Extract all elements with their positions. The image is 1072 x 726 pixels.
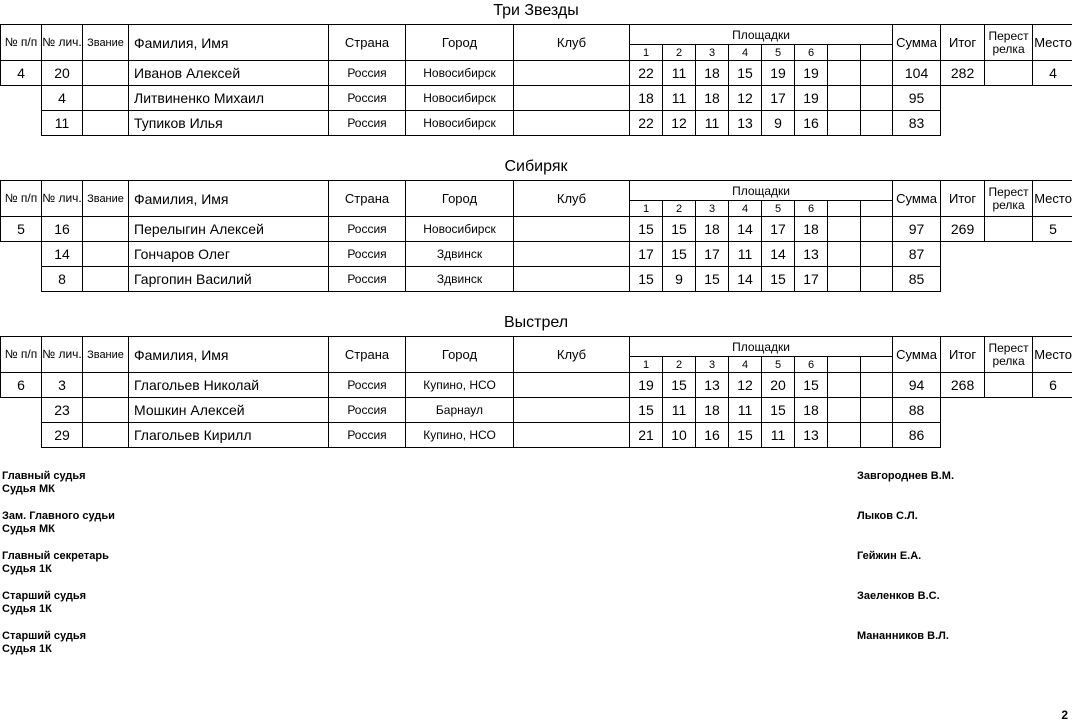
table-row	[1, 267, 1072, 292]
team-place: 5	[1033, 217, 1072, 242]
stand-score	[828, 61, 861, 86]
stand-score: 11	[696, 111, 729, 136]
club-cell	[514, 423, 630, 448]
stand-score	[828, 111, 861, 136]
header-num: № п/п	[1, 337, 42, 373]
stand-score	[861, 398, 893, 423]
table-row	[1, 373, 1072, 398]
club-cell	[514, 217, 630, 242]
license-number: 4	[42, 86, 83, 111]
stand-score: 14	[729, 217, 762, 242]
stand-score: 17	[696, 242, 729, 267]
header-total: Итог	[941, 181, 985, 217]
country-cell: Россия	[329, 373, 406, 398]
empty-cell	[1, 398, 42, 423]
header-stands: Площадки	[630, 337, 893, 357]
city-cell: Новосибирск	[406, 61, 514, 86]
team-title: Три Звезды	[493, 2, 579, 19]
official-row	[0, 470, 1072, 500]
team-number: 6	[1, 373, 42, 398]
sum-cell: 95	[893, 86, 941, 111]
sum-cell: 85	[893, 267, 941, 292]
header-club: Клуб	[514, 25, 630, 61]
athlete-name: Глагольев Николай	[129, 373, 329, 398]
official-name: Мананников В.Л.	[857, 630, 949, 642]
stand-score	[861, 373, 893, 398]
stand-score	[861, 242, 893, 267]
city-cell: Здвинск	[406, 242, 514, 267]
team-number: 4	[1, 61, 42, 86]
license-number: 20	[42, 61, 83, 86]
header-license: № лич.	[42, 25, 83, 61]
stand-score: 19	[795, 61, 828, 86]
license-number: 23	[42, 398, 83, 423]
header-total: Итог	[941, 337, 985, 373]
stand-score: 11	[729, 398, 762, 423]
header-stand-number: 6	[795, 45, 828, 61]
stand-score: 10	[663, 423, 696, 448]
stand-score: 14	[762, 242, 795, 267]
official-position: Старший судья	[2, 630, 87, 642]
header-club: Клуб	[514, 181, 630, 217]
empty-cell	[1, 242, 42, 267]
header-stand-number: 5	[762, 201, 795, 217]
stand-score: 17	[762, 217, 795, 242]
header-stand-number: 3	[696, 201, 729, 217]
header-total: Итог	[941, 25, 985, 61]
empty-cell	[941, 398, 985, 423]
stand-score: 15	[696, 267, 729, 292]
license-number: 3	[42, 373, 83, 398]
empty-cell	[985, 111, 1033, 136]
stand-score: 9	[663, 267, 696, 292]
club-cell	[514, 111, 630, 136]
header-stand-number	[861, 45, 893, 61]
stand-score: 15	[729, 61, 762, 86]
official-name: Завгороднев В.М.	[857, 470, 955, 482]
header-name: Фамилия, Имя	[129, 181, 329, 217]
club-cell	[514, 373, 630, 398]
table-row	[1, 242, 1072, 267]
header-stand-number: 3	[696, 357, 729, 373]
stand-score: 13	[696, 373, 729, 398]
rank-cell	[83, 398, 129, 423]
team-title: Сибиряк	[504, 158, 568, 175]
header-country: Страна	[329, 25, 406, 61]
official-role	[2, 630, 86, 656]
athlete-name: Гаргопин Василий	[129, 267, 329, 292]
stand-score: 19	[630, 373, 663, 398]
stand-score: 9	[762, 111, 795, 136]
header-stand-number: 6	[795, 357, 828, 373]
athlete-name: Глагольев Кирилл	[129, 423, 329, 448]
official-category: Судья МК	[2, 483, 55, 495]
athlete-name: Иванов Алексей	[129, 61, 329, 86]
team-title: Выстрел	[503, 314, 569, 331]
official-category: Судья 1К	[2, 563, 52, 575]
empty-cell	[1, 423, 42, 448]
city-cell: Барнаул	[406, 398, 514, 423]
header-stand-number	[861, 201, 893, 217]
country-cell: Россия	[329, 217, 406, 242]
header-stand-number: 1	[630, 357, 663, 373]
header-city: Город	[406, 25, 514, 61]
header-city: Город	[406, 337, 514, 373]
country-cell: Россия	[329, 423, 406, 448]
official-position: Зам. Главного судьи	[2, 510, 115, 522]
official-name: Заеленков В.С.	[857, 590, 940, 602]
sum-cell: 88	[893, 398, 941, 423]
header-shootoff: Перест релка	[985, 25, 1033, 61]
official-role	[2, 510, 115, 536]
city-cell: Новосибирск	[406, 111, 514, 136]
official-row	[0, 590, 1072, 620]
stand-score: 19	[762, 61, 795, 86]
empty-cell	[985, 86, 1033, 111]
stand-score	[828, 423, 861, 448]
stand-score: 11	[762, 423, 795, 448]
official-row	[0, 510, 1072, 540]
header-stand-number	[828, 45, 861, 61]
empty-cell	[985, 242, 1033, 267]
empty-cell	[1033, 423, 1072, 448]
stand-score: 15	[762, 267, 795, 292]
stand-score	[861, 86, 893, 111]
sum-cell: 104	[893, 61, 941, 86]
official-category: Судья МК	[2, 523, 55, 535]
license-number: 11	[42, 111, 83, 136]
stand-score: 15	[762, 398, 795, 423]
athlete-name: Литвиненко Михаил	[129, 86, 329, 111]
team-total: 282	[941, 61, 985, 86]
header-sum: Сумма	[893, 181, 941, 217]
stand-score: 16	[696, 423, 729, 448]
header-stand-number	[828, 201, 861, 217]
header-country: Страна	[329, 181, 406, 217]
empty-cell	[1033, 86, 1072, 111]
stand-score	[828, 242, 861, 267]
header-city: Город	[406, 181, 514, 217]
stand-score: 18	[795, 217, 828, 242]
stand-score: 18	[696, 86, 729, 111]
stand-score	[861, 217, 893, 242]
stand-score	[861, 423, 893, 448]
stand-score: 11	[729, 242, 762, 267]
empty-cell	[1033, 398, 1072, 423]
header-stand-number: 2	[663, 357, 696, 373]
stand-score: 13	[729, 111, 762, 136]
city-cell: Здвинск	[406, 267, 514, 292]
header-rank: Звание	[83, 181, 129, 217]
official-role	[2, 470, 86, 496]
header-stand-number: 2	[663, 45, 696, 61]
empty-cell	[941, 111, 985, 136]
empty-cell	[985, 267, 1033, 292]
club-cell	[514, 267, 630, 292]
city-cell: Новосибирск	[406, 86, 514, 111]
athlete-name: Гончаров Олег	[129, 242, 329, 267]
city-cell: Купино, НСО	[406, 423, 514, 448]
shootoff-cell	[985, 373, 1033, 398]
shootoff-cell	[985, 61, 1033, 86]
empty-cell	[1, 111, 42, 136]
team-total: 269	[941, 217, 985, 242]
results-table	[0, 180, 1072, 292]
stand-score: 13	[795, 423, 828, 448]
club-cell	[514, 398, 630, 423]
stand-score: 18	[696, 217, 729, 242]
results-table	[0, 24, 1072, 136]
empty-cell	[1, 86, 42, 111]
empty-cell	[941, 242, 985, 267]
page-number: 2	[1061, 708, 1068, 722]
stand-score: 14	[729, 267, 762, 292]
license-number: 14	[42, 242, 83, 267]
table-row	[1, 398, 1072, 423]
table-row	[1, 61, 1072, 86]
header-stand-number: 1	[630, 45, 663, 61]
stand-score: 22	[630, 61, 663, 86]
sum-cell: 94	[893, 373, 941, 398]
header-name: Фамилия, Имя	[129, 337, 329, 373]
sum-cell: 86	[893, 423, 941, 448]
club-cell	[514, 61, 630, 86]
rank-cell	[83, 86, 129, 111]
empty-cell	[1, 267, 42, 292]
stand-score: 12	[729, 86, 762, 111]
stand-score	[861, 61, 893, 86]
official-name: Гейжин Е.А.	[857, 550, 922, 562]
stand-score	[828, 398, 861, 423]
stand-score: 17	[630, 242, 663, 267]
table-row	[1, 86, 1072, 111]
rank-cell	[83, 423, 129, 448]
team-place: 4	[1033, 61, 1072, 86]
empty-cell	[941, 86, 985, 111]
country-cell: Россия	[329, 242, 406, 267]
header-shootoff: Перест релка	[985, 181, 1033, 217]
stand-score: 15	[663, 373, 696, 398]
license-number: 16	[42, 217, 83, 242]
stand-score: 12	[663, 111, 696, 136]
rank-cell	[83, 373, 129, 398]
header-stand-number: 2	[663, 201, 696, 217]
stand-score	[828, 86, 861, 111]
rank-cell	[83, 217, 129, 242]
header-country: Страна	[329, 337, 406, 373]
stand-score: 15	[630, 217, 663, 242]
country-cell: Россия	[329, 267, 406, 292]
header-rank: Звание	[83, 337, 129, 373]
team-total: 268	[941, 373, 985, 398]
results-table	[0, 336, 1072, 448]
stand-score: 15	[795, 373, 828, 398]
header-stand-number: 5	[762, 45, 795, 61]
sum-cell: 83	[893, 111, 941, 136]
rank-cell	[83, 242, 129, 267]
header-stand-number: 6	[795, 201, 828, 217]
empty-cell	[985, 398, 1033, 423]
stand-score: 16	[795, 111, 828, 136]
stand-score: 17	[795, 267, 828, 292]
stand-score: 12	[729, 373, 762, 398]
team-place: 6	[1033, 373, 1072, 398]
stand-score: 18	[696, 398, 729, 423]
header-name: Фамилия, Имя	[129, 25, 329, 61]
rank-cell	[83, 61, 129, 86]
official-position: Старший судья	[2, 590, 87, 602]
official-role	[2, 590, 86, 616]
stand-score: 20	[762, 373, 795, 398]
sum-cell: 97	[893, 217, 941, 242]
table-row	[1, 217, 1072, 242]
license-number: 8	[42, 267, 83, 292]
header-stand-number	[828, 357, 861, 373]
official-row	[0, 630, 1072, 660]
header-place: Место	[1033, 181, 1072, 217]
header-license: № лич.	[42, 181, 83, 217]
header-license: № лич.	[42, 337, 83, 373]
official-category: Судья 1К	[2, 643, 52, 655]
header-stand-number: 5	[762, 357, 795, 373]
official-position: Главный секретарь	[2, 550, 109, 562]
country-cell: Россия	[329, 398, 406, 423]
stand-score: 15	[630, 267, 663, 292]
official-role	[2, 550, 109, 576]
empty-cell	[941, 423, 985, 448]
stand-score	[828, 217, 861, 242]
header-place: Место	[1033, 337, 1072, 373]
stand-score: 22	[630, 111, 663, 136]
header-stands: Площадки	[630, 181, 893, 201]
stand-score	[828, 373, 861, 398]
athlete-name: Тупиков Илья	[129, 111, 329, 136]
official-row	[0, 550, 1072, 580]
stand-score: 11	[663, 61, 696, 86]
stand-score: 15	[663, 242, 696, 267]
country-cell: Россия	[329, 61, 406, 86]
table-row	[1, 111, 1072, 136]
empty-cell	[1033, 267, 1072, 292]
stand-score: 21	[630, 423, 663, 448]
table-row	[1, 423, 1072, 448]
stand-score	[861, 267, 893, 292]
country-cell: Россия	[329, 111, 406, 136]
stand-score: 11	[663, 86, 696, 111]
sum-cell: 87	[893, 242, 941, 267]
athlete-name: Мошкин Алексей	[129, 398, 329, 423]
header-num: № п/п	[1, 181, 42, 217]
stand-score: 13	[795, 242, 828, 267]
header-rank: Звание	[83, 25, 129, 61]
rank-cell	[83, 111, 129, 136]
stand-score: 15	[729, 423, 762, 448]
official-category: Судья 1К	[2, 603, 52, 615]
stand-score: 18	[696, 61, 729, 86]
club-cell	[514, 86, 630, 111]
header-sum: Сумма	[893, 337, 941, 373]
header-place: Место	[1033, 25, 1072, 61]
stand-score: 17	[762, 86, 795, 111]
stand-score	[828, 267, 861, 292]
header-num: № п/п	[1, 25, 42, 61]
header-stand-number: 4	[729, 357, 762, 373]
stand-score: 15	[663, 217, 696, 242]
official-name: Лыков С.Л.	[857, 510, 918, 522]
city-cell: Новосибирск	[406, 217, 514, 242]
header-stand-number: 4	[729, 45, 762, 61]
license-number: 29	[42, 423, 83, 448]
rank-cell	[83, 267, 129, 292]
empty-cell	[985, 423, 1033, 448]
club-cell	[514, 242, 630, 267]
header-sum: Сумма	[893, 25, 941, 61]
empty-cell	[1033, 242, 1072, 267]
stand-score: 18	[630, 86, 663, 111]
header-stand-number: 4	[729, 201, 762, 217]
empty-cell	[1033, 111, 1072, 136]
official-position: Главный судья	[2, 470, 86, 482]
header-club: Клуб	[514, 337, 630, 373]
team-number: 5	[1, 217, 42, 242]
shootoff-cell	[985, 217, 1033, 242]
city-cell: Купино, НСО	[406, 373, 514, 398]
stand-score	[861, 111, 893, 136]
header-stand-number: 1	[630, 201, 663, 217]
athlete-name: Перелыгин Алексей	[129, 217, 329, 242]
stand-score: 18	[795, 398, 828, 423]
stand-score: 19	[795, 86, 828, 111]
header-shootoff: Перест релка	[985, 337, 1033, 373]
header-stand-number	[861, 357, 893, 373]
country-cell: Россия	[329, 86, 406, 111]
empty-cell	[941, 267, 985, 292]
header-stands: Площадки	[630, 25, 893, 45]
stand-score: 15	[630, 398, 663, 423]
header-stand-number: 3	[696, 45, 729, 61]
stand-score: 11	[663, 398, 696, 423]
